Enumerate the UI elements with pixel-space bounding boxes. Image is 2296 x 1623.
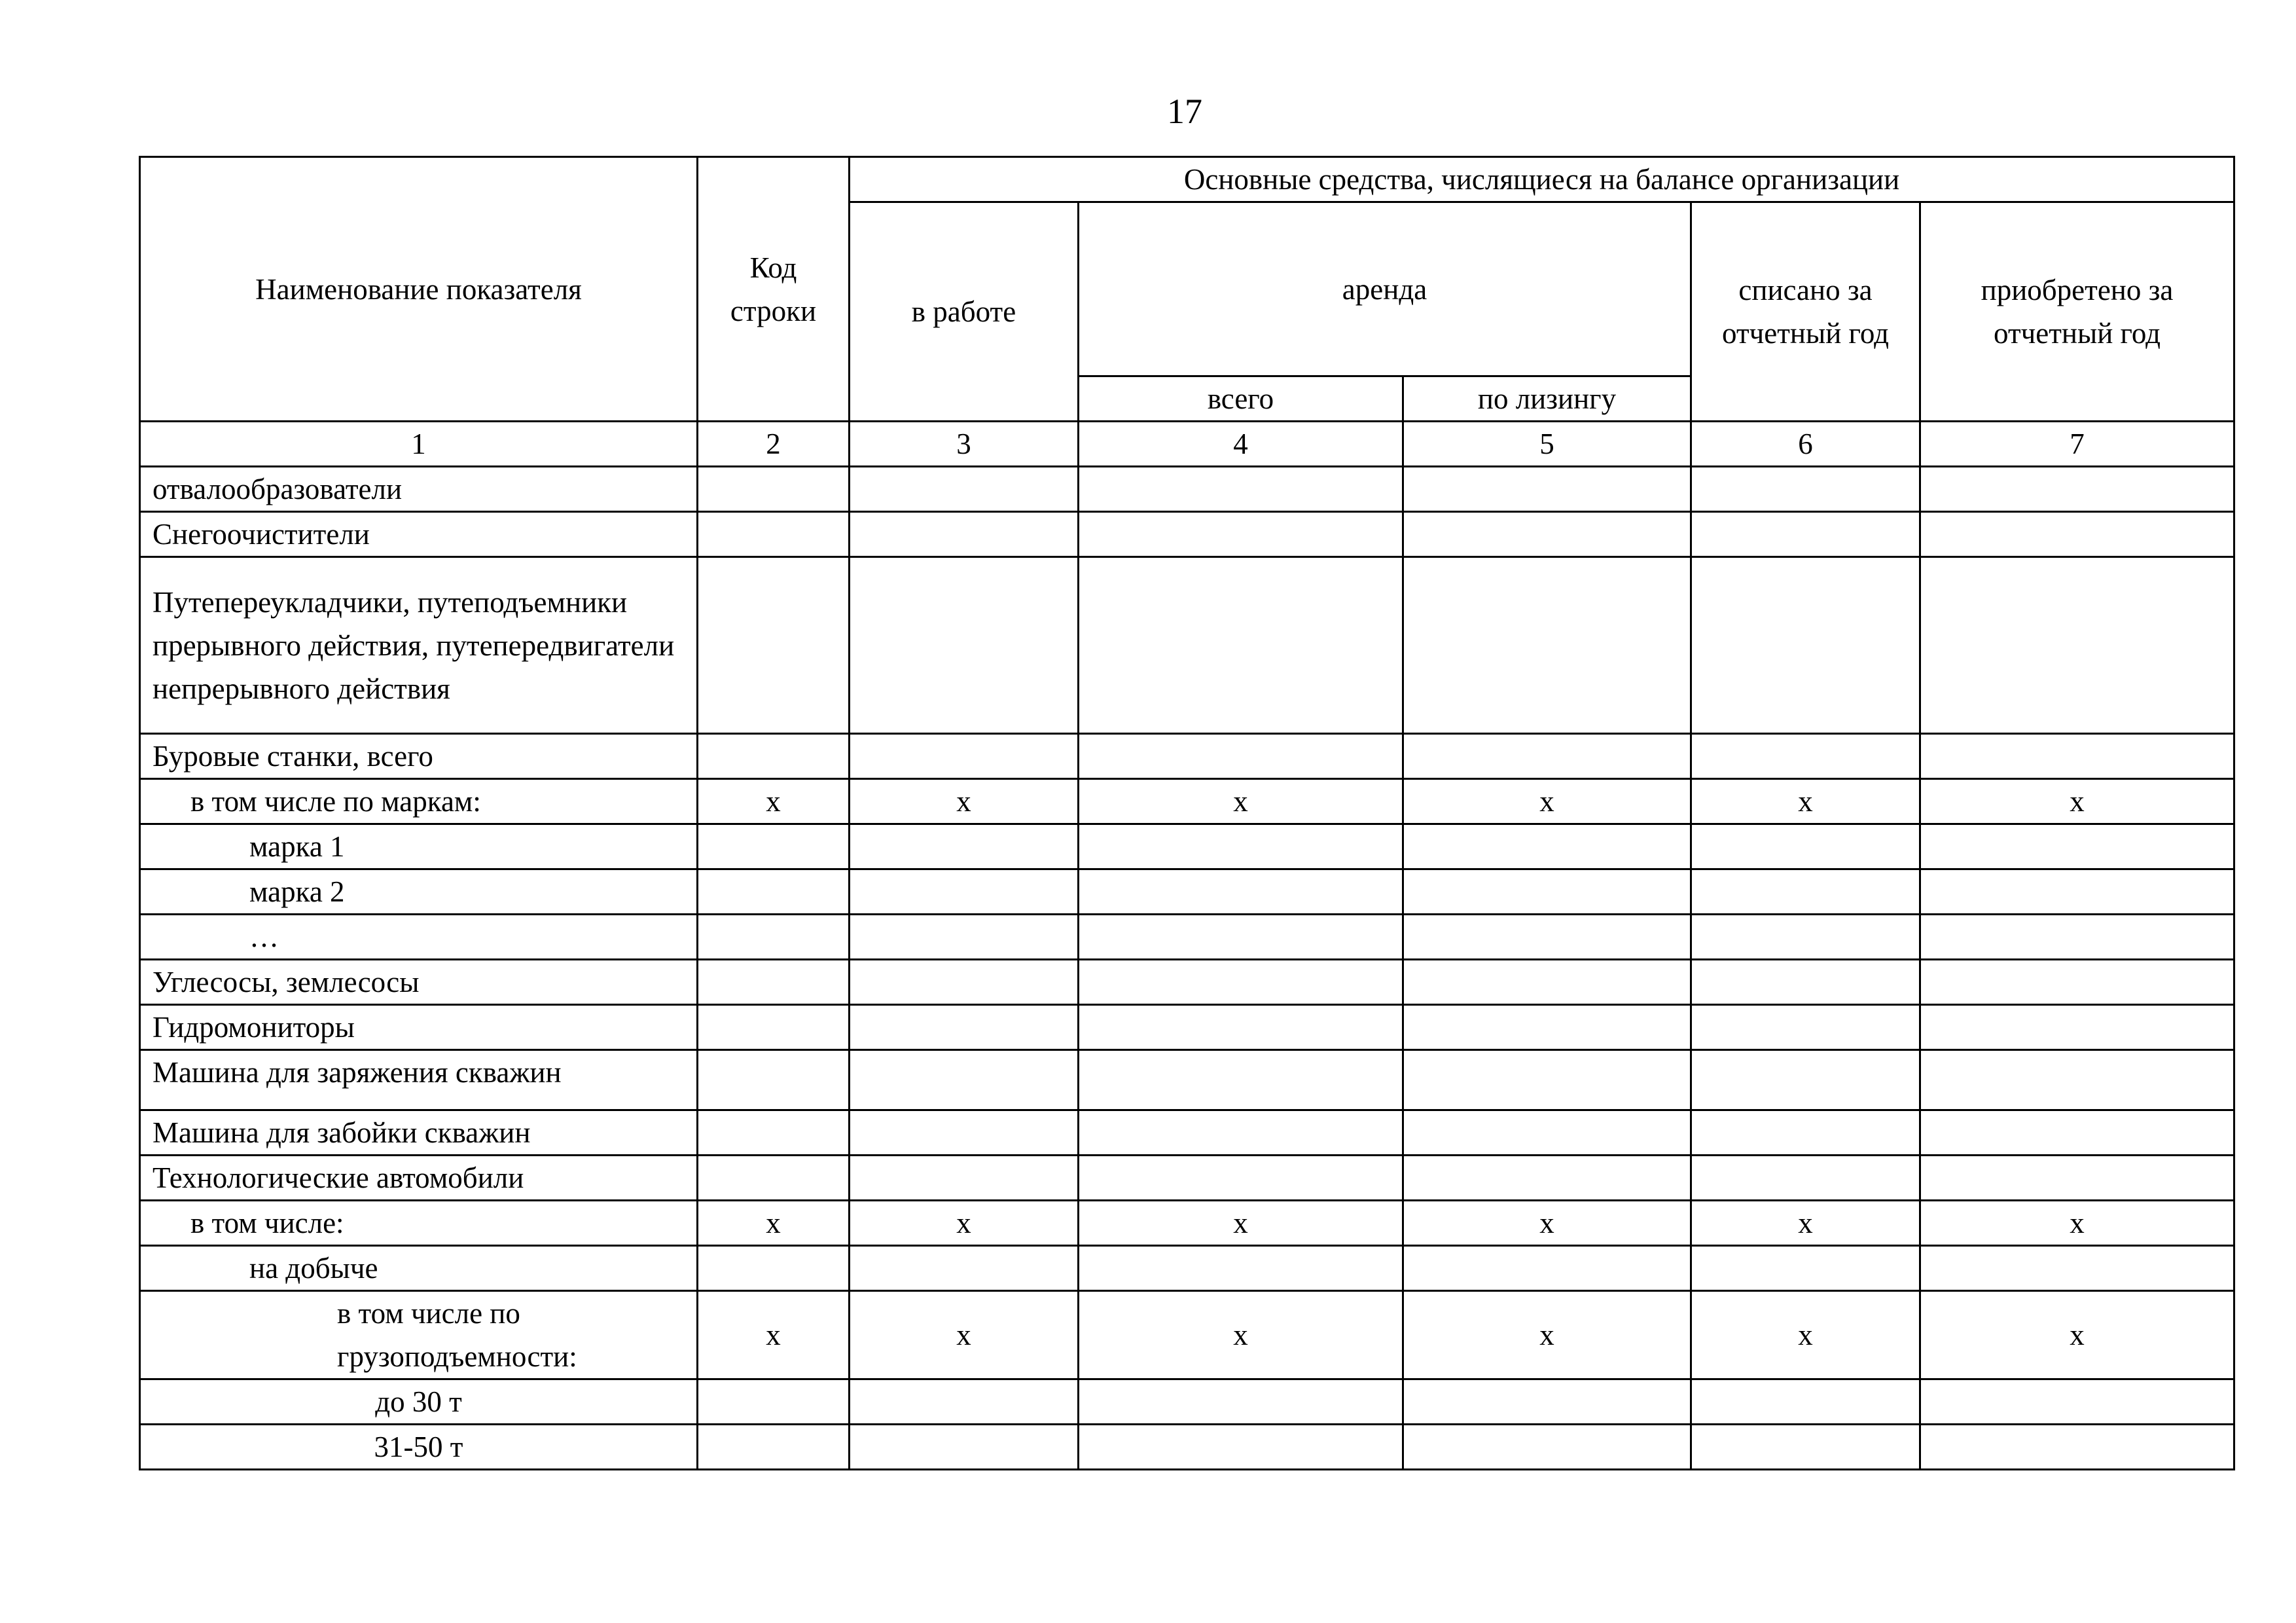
table-cell: x — [1079, 1291, 1403, 1379]
table-cell — [1691, 869, 1920, 915]
table-cell — [1920, 1379, 2234, 1425]
table-cell: x — [1691, 1291, 1920, 1379]
table-row — [140, 734, 2234, 779]
header-rent-leasing: по лизингу — [1403, 376, 1691, 422]
table-cell — [1079, 557, 1403, 734]
table-cell — [1403, 824, 1691, 869]
table-cell — [850, 1425, 1079, 1470]
table-cell — [1920, 1246, 2234, 1291]
column-number: 4 — [1079, 422, 1403, 467]
table-cell — [1403, 1005, 1691, 1050]
row-name: отвалообразователи — [140, 467, 698, 512]
table-row — [140, 512, 2234, 557]
row-name: Снегоочистители — [140, 512, 698, 557]
table-cell: x — [850, 779, 1079, 824]
table-row — [140, 1156, 2234, 1201]
table-cell — [1079, 960, 1403, 1005]
table-cell — [1920, 960, 2234, 1005]
row-name: в том числе по маркам: — [140, 779, 698, 824]
table-cell — [698, 1379, 850, 1425]
row-name: Путепереукладчики, путеподъемники прерывного действия, путепередвигатели непрерывного действия — [140, 557, 698, 734]
table-cell — [1403, 734, 1691, 779]
table-cell — [1691, 1050, 1920, 1110]
row-name: марка 2 — [140, 869, 698, 915]
table-row — [140, 557, 2234, 734]
row-name: марка 1 — [140, 824, 698, 869]
table-cell — [1403, 915, 1691, 960]
header-rent-total: всего — [1079, 376, 1403, 422]
table-cell — [850, 824, 1079, 869]
table-cell — [1920, 869, 2234, 915]
table-cell: x — [1920, 1291, 2234, 1379]
header-acquired: приобретено за отчетный год — [1920, 202, 2234, 422]
table-cell — [1403, 467, 1691, 512]
table-cell — [1920, 1156, 2234, 1201]
table-row — [140, 1201, 2234, 1246]
table-cell — [1691, 467, 1920, 512]
table-cell — [698, 1110, 850, 1156]
table-cell — [850, 915, 1079, 960]
table-cell — [1079, 824, 1403, 869]
header-written-off: списано за отчетный год — [1691, 202, 1920, 422]
table-cell — [850, 960, 1079, 1005]
table-cell — [1403, 1379, 1691, 1425]
table-cell — [850, 1110, 1079, 1156]
table-row — [140, 1379, 2234, 1425]
table-cell — [1079, 1425, 1403, 1470]
header-rent: аренда — [1079, 202, 1691, 376]
table-cell — [1079, 869, 1403, 915]
table-cell — [1691, 1110, 1920, 1156]
table-cell — [1079, 915, 1403, 960]
row-name: Углесосы, землесосы — [140, 960, 698, 1005]
table-cell — [850, 1379, 1079, 1425]
header-code: Код строки — [698, 157, 850, 422]
column-number: 5 — [1403, 422, 1691, 467]
row-name: в том числе: — [140, 1201, 698, 1246]
column-number: 1 — [140, 422, 698, 467]
table-cell — [1691, 1005, 1920, 1050]
table-cell — [1691, 824, 1920, 869]
table-row — [140, 1246, 2234, 1291]
table-cell — [698, 1005, 850, 1050]
row-name: Машина для заряжения скважин — [140, 1050, 698, 1110]
table-cell — [1920, 1110, 2234, 1156]
table-cell — [1403, 1050, 1691, 1110]
table-cell — [698, 467, 850, 512]
table-cell: x — [1403, 779, 1691, 824]
table-row — [140, 915, 2234, 960]
table-cell — [1079, 1005, 1403, 1050]
table-cell: x — [1079, 779, 1403, 824]
table-cell — [1691, 1156, 1920, 1201]
table-cell — [1079, 1050, 1403, 1110]
table-cell: x — [1920, 1201, 2234, 1246]
table-cell — [698, 557, 850, 734]
row-name: … — [140, 915, 698, 960]
table-cell — [1920, 1425, 2234, 1470]
table-cell — [1403, 1246, 1691, 1291]
table-cell — [850, 512, 1079, 557]
table-row — [140, 1050, 2234, 1110]
table-cell — [1920, 1050, 2234, 1110]
table-cell — [698, 869, 850, 915]
table-cell: x — [698, 779, 850, 824]
table-cell — [1403, 869, 1691, 915]
table-cell — [698, 915, 850, 960]
table-cell — [1403, 1425, 1691, 1470]
table-row — [140, 960, 2234, 1005]
table-cell — [1079, 512, 1403, 557]
column-number: 2 — [698, 422, 850, 467]
table-cell — [1079, 1156, 1403, 1201]
row-name: Гидромониторы — [140, 1005, 698, 1050]
table-cell — [1079, 1379, 1403, 1425]
header-name: Наименование показателя — [140, 157, 698, 422]
table-cell: x — [1403, 1201, 1691, 1246]
table-cell: x — [1403, 1291, 1691, 1379]
table-cell — [1403, 557, 1691, 734]
table-cell: x — [1691, 1201, 1920, 1246]
table-row — [140, 824, 2234, 869]
table-cell — [1403, 1110, 1691, 1156]
column-number: 7 — [1920, 422, 2234, 467]
table-row — [140, 1291, 2234, 1379]
table-cell: x — [698, 1201, 850, 1246]
table-row — [140, 1110, 2234, 1156]
table-cell — [1691, 960, 1920, 1005]
row-name: в том числе по грузоподъемности: — [140, 1291, 698, 1379]
table-cell — [698, 1156, 850, 1201]
table-cell — [1403, 512, 1691, 557]
table-cell — [698, 1050, 850, 1110]
table-cell — [698, 512, 850, 557]
table-cell — [1920, 915, 2234, 960]
table-cell — [698, 1425, 850, 1470]
table-row — [140, 1005, 2234, 1050]
table-cell — [698, 824, 850, 869]
table-cell — [1079, 734, 1403, 779]
table-cell — [1691, 512, 1920, 557]
fixed-assets-table — [139, 156, 2235, 1470]
table-cell — [850, 1050, 1079, 1110]
table-cell: x — [850, 1201, 1079, 1246]
table-cell — [1403, 1156, 1691, 1201]
table-cell — [850, 1005, 1079, 1050]
table-cell — [698, 960, 850, 1005]
table-cell — [698, 1246, 850, 1291]
header-group: Основные средства, числящиеся на балансе организации — [850, 157, 2234, 202]
table-cell — [1920, 512, 2234, 557]
table-row — [140, 467, 2234, 512]
row-name: до 30 т — [140, 1379, 698, 1425]
table-cell — [850, 557, 1079, 734]
row-name: Технологические автомобили — [140, 1156, 698, 1201]
header-in-work: в работе — [850, 202, 1079, 422]
table-cell — [1920, 824, 2234, 869]
table-cell — [850, 734, 1079, 779]
table-cell — [1403, 960, 1691, 1005]
page-number: 17 — [1167, 92, 1202, 131]
table-cell — [850, 869, 1079, 915]
table-cell — [850, 467, 1079, 512]
row-name: 31-50 т — [140, 1425, 698, 1470]
table-cell — [1920, 557, 2234, 734]
table-cell — [1920, 734, 2234, 779]
table-cell: x — [1691, 779, 1920, 824]
table-cell: x — [1920, 779, 2234, 824]
table-cell: x — [1079, 1201, 1403, 1246]
table-cell — [850, 1246, 1079, 1291]
table-cell — [1691, 1246, 1920, 1291]
table-cell — [1691, 1379, 1920, 1425]
table-cell — [1920, 467, 2234, 512]
table-cell: x — [850, 1291, 1079, 1379]
table-row — [140, 1425, 2234, 1470]
table-cell — [1079, 1110, 1403, 1156]
table-row — [140, 779, 2234, 824]
column-number: 6 — [1691, 422, 1920, 467]
column-numbers-row — [140, 422, 2234, 467]
table-cell — [1691, 1425, 1920, 1470]
table-cell — [1691, 915, 1920, 960]
table-cell — [698, 734, 850, 779]
column-number: 3 — [850, 422, 1079, 467]
row-name: на добыче — [140, 1246, 698, 1291]
table-cell — [1079, 467, 1403, 512]
row-name: Буровые станки, всего — [140, 734, 698, 779]
table-cell — [1920, 1005, 2234, 1050]
table-cell — [1691, 734, 1920, 779]
table-cell — [1691, 557, 1920, 734]
table-cell — [1079, 1246, 1403, 1291]
table-cell — [850, 1156, 1079, 1201]
header-row-1 — [140, 157, 2234, 202]
row-name: Машина для забойки скважин — [140, 1110, 698, 1156]
table-cell: x — [698, 1291, 850, 1379]
table-row — [140, 869, 2234, 915]
